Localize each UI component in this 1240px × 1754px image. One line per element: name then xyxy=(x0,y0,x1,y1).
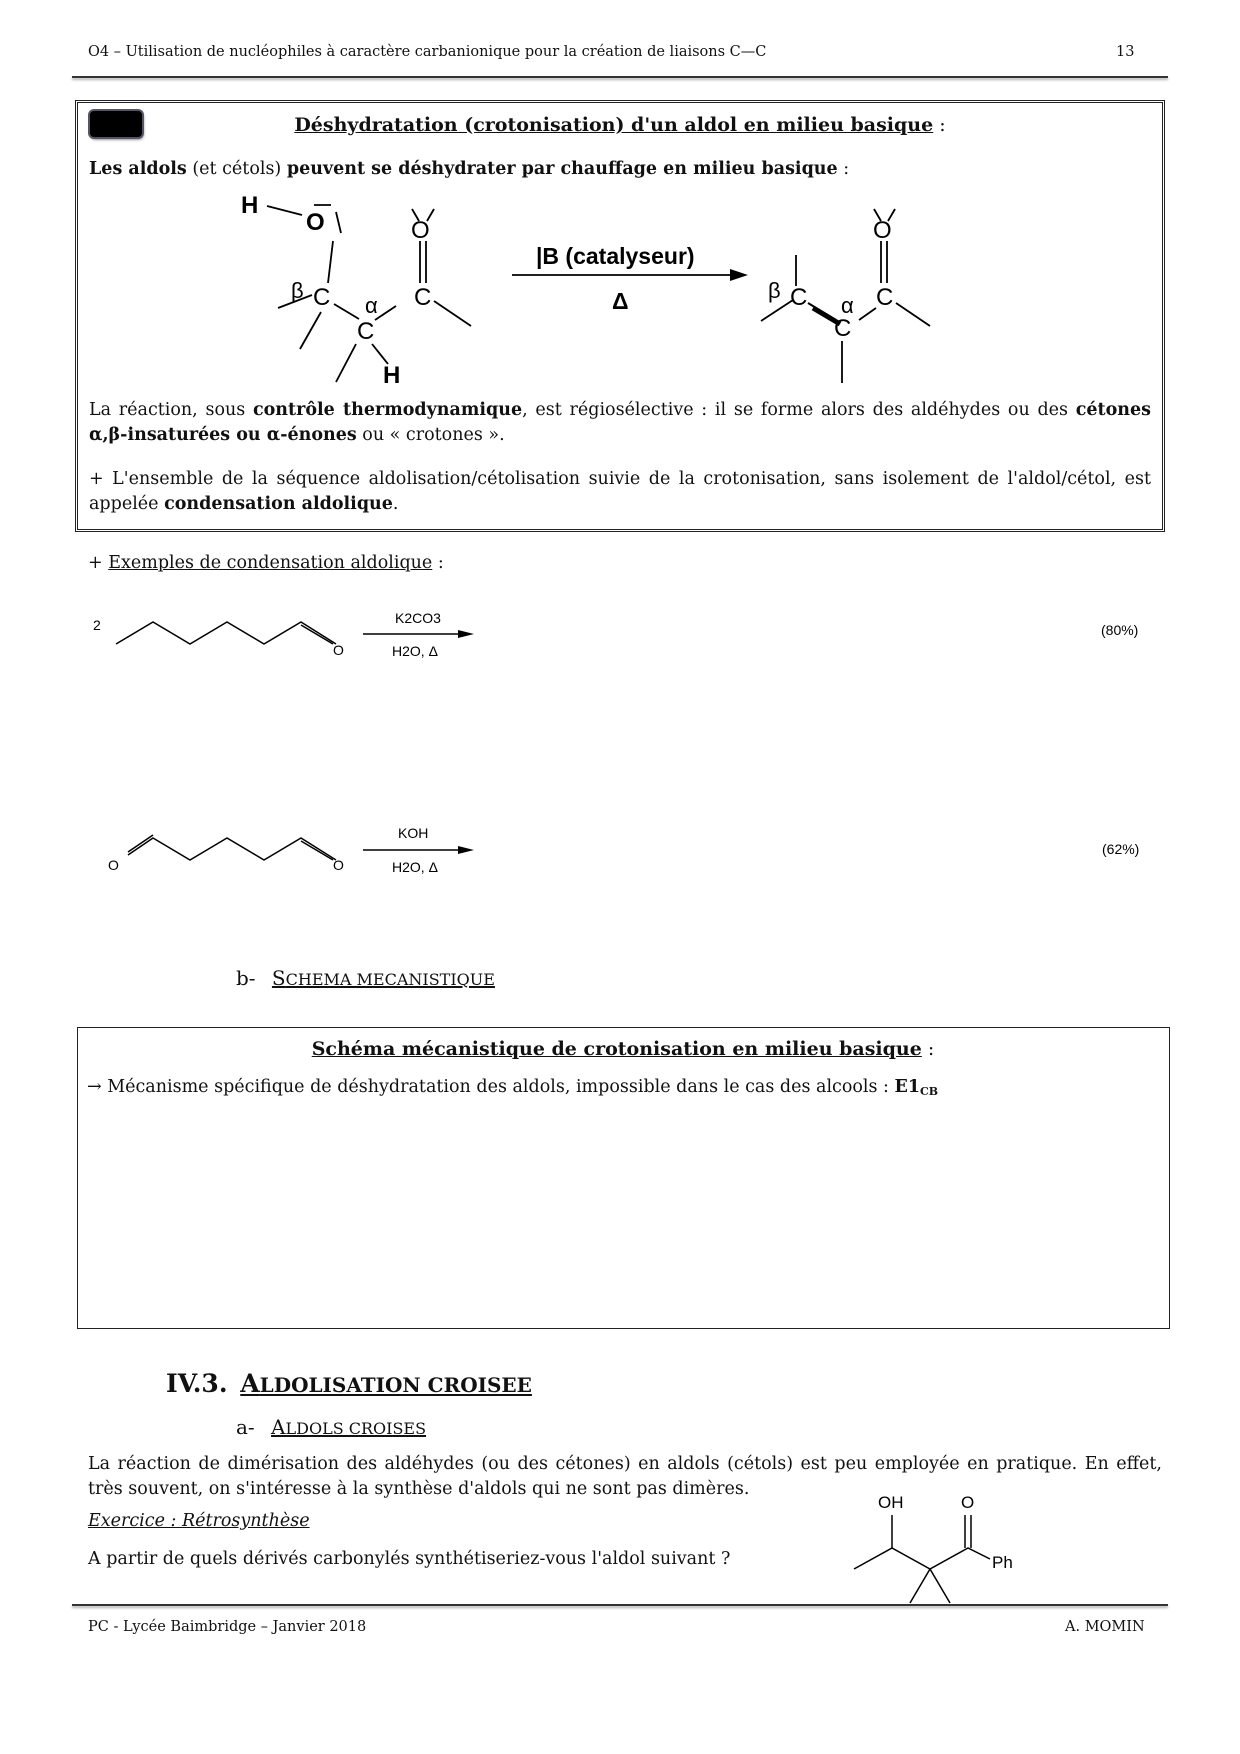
aldol-o: O xyxy=(961,1493,975,1512)
aldol-ph: Ph xyxy=(992,1553,1013,1572)
atom-o-carbonyl: O xyxy=(411,217,430,244)
atom-o-hydroxyl: O xyxy=(306,209,325,236)
section-a-prefix: a- xyxy=(236,1415,255,1439)
atom-h-alpha: H xyxy=(383,362,401,383)
box2-title xyxy=(78,1037,1168,1062)
ex1-cond: H2O, Δ xyxy=(392,643,438,659)
box2-line-b: E1 xyxy=(894,1077,921,1097)
intro-plain: (et cétols) xyxy=(186,159,287,179)
ex2-o-right: O xyxy=(333,857,344,873)
section-b-rest2: MECANISTIQUE xyxy=(356,970,495,989)
header-title: O4 – Utilisation de nucléophiles à caractère carbanionique pour la création de liaisons C—C xyxy=(88,44,767,60)
para2-c: . xyxy=(392,494,399,514)
para1-d: cétones α,β-insaturées ou α-énones xyxy=(89,400,1152,445)
enone-c-beta: C xyxy=(790,284,808,311)
box2-line-a: → Mécanisme spécifique de déshydratation des aldols, impossible dans le cas des alcools : xyxy=(87,1077,895,1097)
section-a-cap: A xyxy=(271,1415,286,1439)
section-b-cap: S xyxy=(271,966,286,990)
alpha-label: α xyxy=(365,293,378,318)
section-iv3-heading xyxy=(166,1369,532,1398)
box1-para1 xyxy=(89,398,1151,448)
box1-title-text: Déshydratation (crotonisation) d'un aldol en milieu basique xyxy=(294,114,934,136)
intro-bold-dehydrate: peuvent se déshydrater par chauffage en milieu basique xyxy=(286,159,838,179)
box2-line-sub: CB xyxy=(920,1085,939,1098)
atom-c-beta: C xyxy=(313,284,331,311)
para1-c: , est régiosélective : il se forme alors des aldéhydes ou des xyxy=(522,400,1076,420)
header-rule xyxy=(72,76,1168,78)
aldol-structure xyxy=(840,1485,1040,1605)
ex2-reagent: KOH xyxy=(398,825,429,841)
para1-a: La réaction, sous xyxy=(89,400,253,420)
aldol-oh: OH xyxy=(878,1493,904,1512)
ex1-o: O xyxy=(333,642,344,658)
atom-c-alpha: C xyxy=(357,318,375,345)
intro-end: : xyxy=(837,159,850,179)
page-number: 13 xyxy=(1116,44,1135,60)
examples-suffix: : xyxy=(432,553,444,573)
examples-prefix: + xyxy=(88,553,109,573)
section-a-heading xyxy=(236,1415,426,1439)
box2-title-suffix: : xyxy=(921,1038,935,1060)
box2-line xyxy=(87,1075,938,1104)
footer-left: PC - Lycée Baimbridge – Janvier 2018 xyxy=(88,1619,367,1635)
footer-right: A. MOMIN xyxy=(1065,1619,1145,1635)
section-iv3-number: IV.3. xyxy=(166,1369,228,1398)
ex2-yield: (62%) xyxy=(1102,841,1140,857)
section-iv3-rest: LDOLISATION CROISEE xyxy=(259,1373,532,1397)
examples-schemes xyxy=(0,600,1240,890)
ex1-reagent: K2CO3 xyxy=(395,610,441,626)
exercise-question: A partir de quels dérivés carbonylés synthétiseriez-vous l'aldol suivant ? xyxy=(88,1549,731,1569)
enone-o: O xyxy=(873,217,892,244)
para2-b: condensation aldolique xyxy=(164,494,393,514)
ex1-yield: (80%) xyxy=(1101,622,1139,638)
ex2-cond: H2O, Δ xyxy=(392,859,438,875)
box2-title-text: Schéma mécanistique de crotonisation en milieu basique xyxy=(311,1038,922,1060)
section-a-rest: LDOLS CROISES xyxy=(285,1419,427,1438)
examples-label-text: Exemples de condensation aldolique xyxy=(108,553,433,573)
enone-beta-label: β xyxy=(768,278,781,303)
beta-label: β xyxy=(291,278,304,303)
ex2-o-left: O xyxy=(108,857,119,873)
para1-b: contrôle thermodynamique xyxy=(252,400,523,420)
enone-alpha-label: α xyxy=(841,293,854,318)
para2-a: + L'ensemble de la séquence aldolisation/cétolisation suivie de la crotonisation, sans isolement de l'aldol/cétol, est appelée xyxy=(89,469,1151,514)
atom-c-carbonyl: C xyxy=(414,284,432,311)
box1-title-suffix: : xyxy=(933,114,946,136)
box1-para2 xyxy=(89,467,1151,517)
footer-rule xyxy=(72,1604,1168,1606)
section-b-prefix: b- xyxy=(236,966,256,990)
condition-heat: Δ xyxy=(612,288,629,314)
para-dimerisation: La réaction de dimérisation des aldéhydes (ou des cétones) en aldols (cétols) est peu employée en pratique. En effet, très souvent, on s'intéresse à la synthèse d'aldols qui ne sont pas dimères. xyxy=(88,1454,1162,1499)
exercise-title xyxy=(88,1509,310,1534)
enone-c-carbonyl: C xyxy=(876,284,894,311)
section-b-rest1: CHEMA xyxy=(285,970,357,989)
box1-title xyxy=(78,113,1162,138)
intro-bold-aldols: Les aldols xyxy=(89,159,187,179)
section-iv3-cap: A xyxy=(240,1369,260,1398)
para1-e: ou « crotones ». xyxy=(356,425,505,445)
crotonisation-scheme xyxy=(78,193,1162,383)
mechanism-box xyxy=(77,1027,1170,1329)
crotonisation-box xyxy=(75,100,1165,532)
exercise-title-text: Exercice : Rétrosynthèse xyxy=(88,1511,310,1531)
box1-intro xyxy=(89,157,849,182)
reagent-base: |B (catalyseur) xyxy=(536,243,695,269)
enone-c-alpha: C xyxy=(834,315,852,342)
atom-h-top: H xyxy=(241,193,259,219)
ex1-coef: 2 xyxy=(93,617,101,633)
section-b-heading xyxy=(236,966,495,990)
examples-label xyxy=(88,551,444,576)
